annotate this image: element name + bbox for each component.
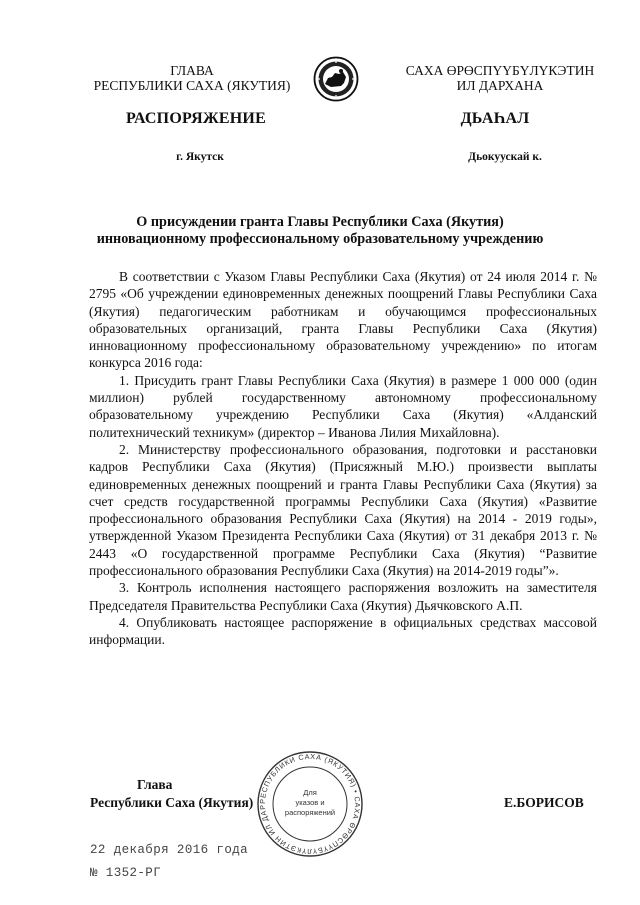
doc-type-sakha: ДЬАҺАЛ [460,110,530,127]
footer-number: № 1352-РГ [90,866,162,880]
header-left-block [62,63,322,93]
header-right-line-2: ИЛ ДАРХАНА [456,78,544,93]
republic-emblem [313,56,359,102]
header-left-line-1: ГЛАВА [170,63,214,78]
header-right-line-1: САХА ӨРӨСПҮҮБҮЛҮКЭТИН [405,63,595,78]
stamp-center-line-2: указов и [295,798,325,807]
document-body [89,268,597,649]
stamp-ring-text: РЕСПУБЛИКИ САХА (ЯКУТИЯ) • САХА ӨРӨСПҮҮБҮЛҮКЭТИН ИЛ ДАР [257,751,363,857]
item-3-paragraph: 3. Контроль исполнения настоящего распоряжения возложить на заместителя Председателя Правительства Республики Саха (Якутия) Дьячковского А.П. [89,580,597,613]
item-4-paragraph: 4. Опубликовать настоящее распоряжение в официальных средствах массовой информации. [89,614,597,648]
signature-title-line-2: Республики Саха (Якутия) [90,795,254,810]
place-sakha: Дьокуускай к. [468,151,542,163]
item-2-paragraph: 2. Министерству профессионального образования, подготовки и расстановки кадров Республики Саха (Якутия) (Присяжный М.Ю.) произвести выплаты единовременных денежных поощрений и гранта Главы Республики Саха (Якутия) за счет средств государственной программы Республики Саха (Якутия) «Развитие профессионального образования Республики Саха (Якутия) на 2014 - 2019 годы», утвержденной Указом Президента Республики Саха (Якутия) от 31 декабря 2013 г. № 2443 «О государственной программе Республики Саха (Якутия) “Развитие профессионального образования Республики Саха (Якутия) на 2014-2019 годы”». [89,441,597,579]
item-1-paragraph: 1. Присудить грант Главы Республики Саха (Якутия) в размере 1 000 000 (один миллион) рублей государственному автономному профессиональному образовательному учреждению Республики Саха (Якутия) «Алданский политехнический техникум» (директор – Иванова Лилия Михайловна). [89,372,597,440]
document-title [92,214,548,248]
doc-type-ru: РАСПОРЯЖЕНИЕ [126,110,266,127]
header-right-block [395,63,605,93]
place-ru: г. Якутск [176,151,224,163]
title-line-2: инновационному профессиональному образовательному учреждению [96,231,544,247]
title-line-1: О присуждении гранта Главы Республики Саха (Якутия) [136,214,504,230]
preamble-paragraph: В соответствии с Указом Главы Республики Саха (Якутия) от 24 июля 2014 г. № 2795 «Об учреждении единовременных денежных поощрений Главы Республики Саха (Якутия) педагогическим работникам и обучающимся профессиональных образовательных организаций, гранта Главы Республики Саха (Якутия) инновационному профессиональному образовательному учреждению» по итогам конкурса 2016 года: [89,269,597,371]
official-stamp [256,750,364,858]
signature-name: Е.БОРИСОВ [504,795,584,810]
header-left-line-2: РЕСПУБЛИКИ САХА (ЯКУТИЯ) [93,78,291,93]
signature-title-line-1: Глава [137,777,173,792]
footer-date: 22 декабря 2016 года [90,843,249,857]
stamp-center-line-1: Для [303,788,317,797]
stamp-center-line-3: распоряжений [284,808,336,817]
